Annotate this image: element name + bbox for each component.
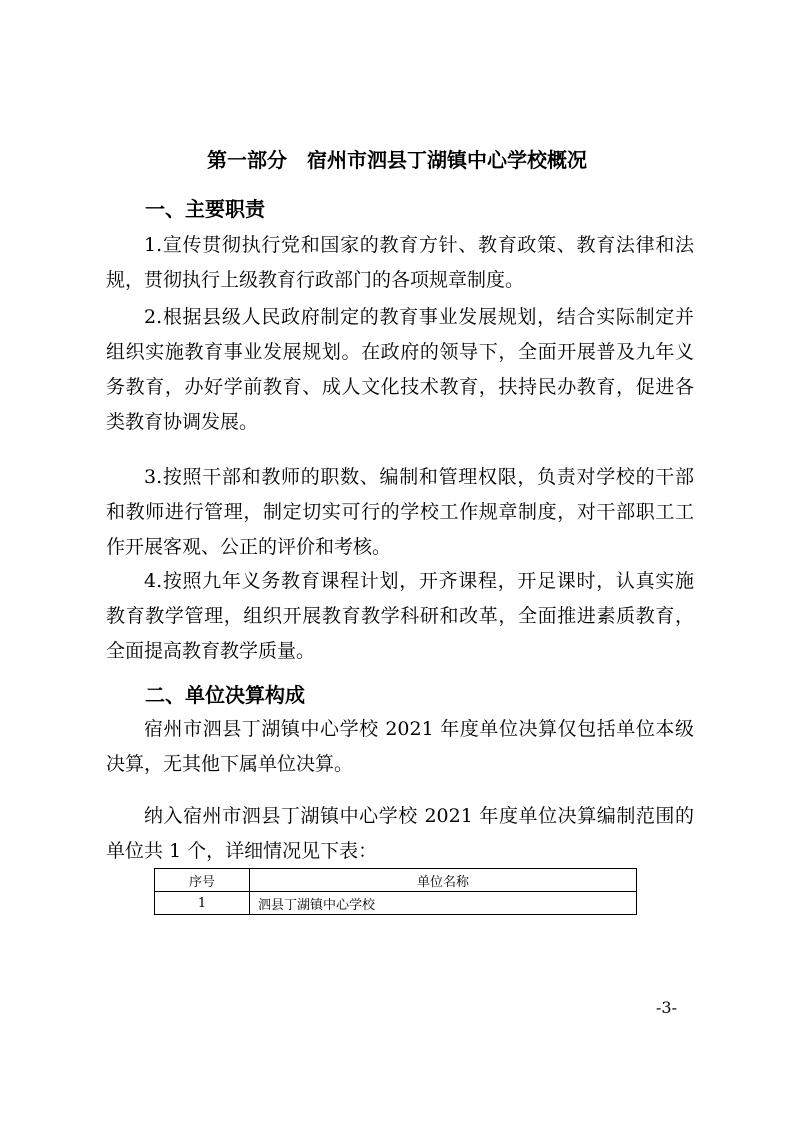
paragraph-responsibility-3: 3.按照干部和教师的职数、编制和管理权限，负责对学校的干部和教师进行管理，制定切实可行的学校工作规章制度，对干部职工工作开展客观、公正的评价和考核。 — [106, 466, 694, 558]
paragraph-composition-1: 宿州市泗县丁湖镇中心学校 2021 年度单位决算仅包括单位本级决算，无其他下属单位决算。 — [106, 718, 694, 775]
table-cell-unit-name: 泗县丁湖镇中心学校 — [250, 892, 637, 915]
table-cell-seq: 1 — [155, 892, 250, 915]
section-heading-responsibilities: 一、主要职责 — [145, 197, 265, 221]
paragraph-responsibility-4: 4.按照九年义务教育课程计划，开齐课程，开足课时，认真实施教育教学管理，组织开展教育教学科研和改革，全面推进素质教育，全面提高教育教学质量。 — [106, 570, 694, 662]
paragraph-responsibility-2: 2.根据县级人民政府制定的教育事业发展规划，结合实际制定并组织实施教育事业发展规划。在政府的领导下，全面开展普及九年义务教育，办好学前教育、成人文化技术教育，扶持民办教育，促进各类教育协调发展。 — [106, 306, 694, 433]
table-row — [155, 892, 637, 915]
column-header-unit-name: 单位名称 — [250, 869, 637, 892]
section-heading-composition: 二、单位决算构成 — [145, 683, 305, 707]
page-title: 第一部分 宿州市泗县丁湖镇中心学校概况 — [207, 148, 587, 172]
table-header-row — [155, 869, 637, 892]
paragraph-responsibility-1: 1.宣传贯彻执行党和国家的教育方针、教育政策、教育法律和法规，贯彻执行上级教育行政部门的各项规章制度。 — [106, 234, 694, 291]
column-header-seq: 序号 — [155, 869, 250, 892]
paragraph-composition-2: 纳入宿州市泗县丁湖镇中心学校 2021 年度单位决算编制范围的单位共 1 个，详细情况见下表： — [106, 805, 694, 862]
unit-table — [154, 868, 637, 915]
page-number: -3- — [656, 998, 677, 1017]
